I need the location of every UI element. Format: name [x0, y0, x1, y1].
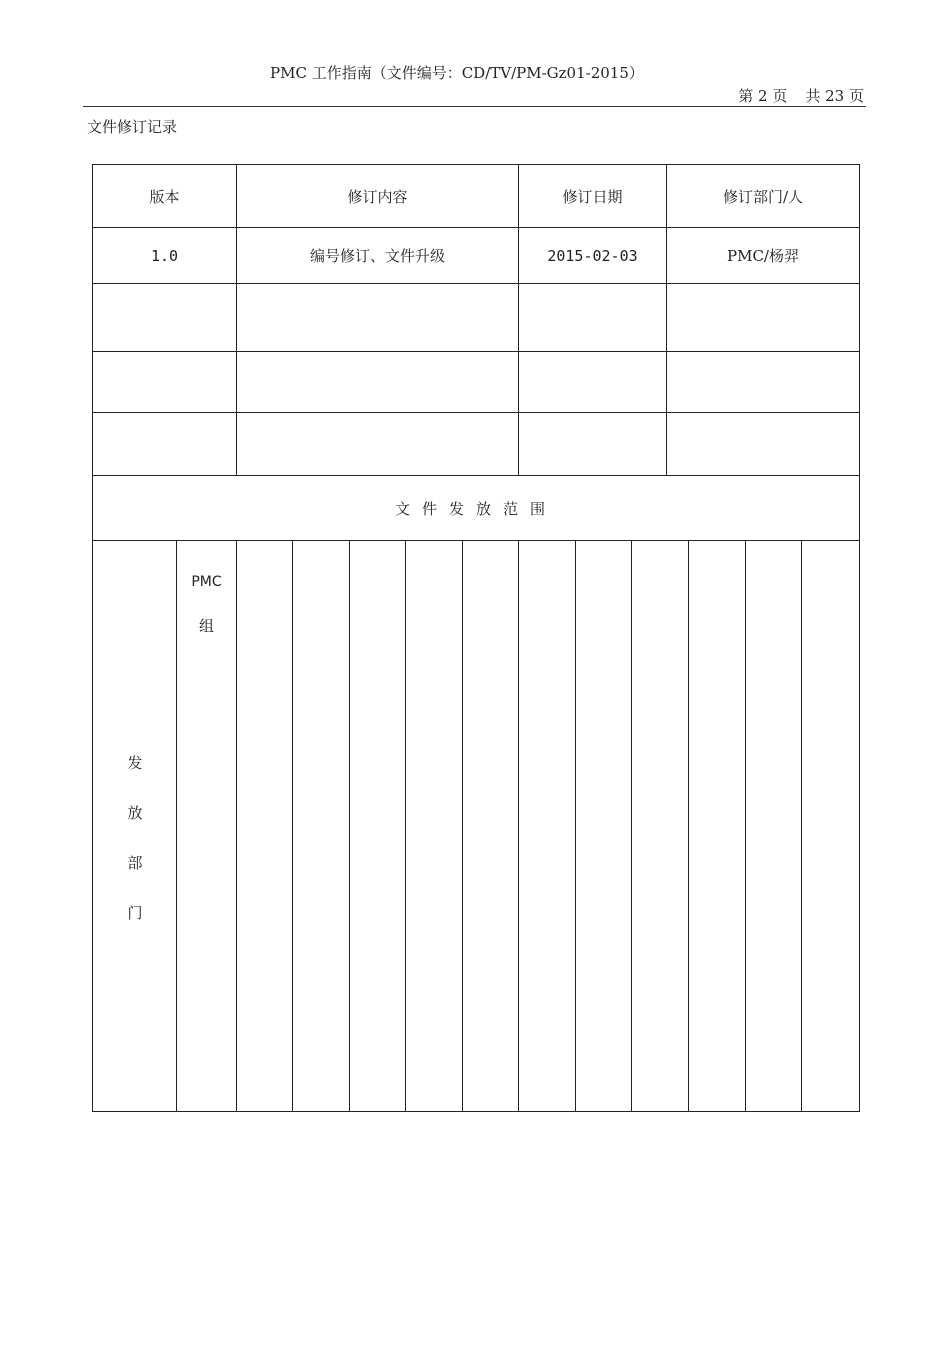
distribution-title-row — [93, 476, 860, 541]
department-cell — [632, 541, 689, 1112]
revision-record-table — [92, 164, 860, 541]
department-cell — [689, 541, 746, 1112]
distribution-side-label-cell — [93, 541, 177, 1112]
cell-dept — [667, 284, 860, 352]
cell-dept — [667, 352, 860, 413]
page-indicator — [738, 85, 864, 106]
side-label-char: 部 — [127, 854, 143, 872]
distribution-title: 文件发放范围 — [93, 476, 860, 541]
department-cell — [406, 541, 463, 1112]
header-divider — [83, 106, 866, 107]
header-cell-content: 修订内容 — [237, 165, 519, 228]
department-cell — [463, 541, 519, 1112]
table-row — [93, 352, 860, 413]
department-cell-pmc — [177, 541, 237, 1112]
cell-date — [519, 284, 667, 352]
cell-version — [93, 413, 237, 476]
cell-dept: PMC/杨羿 — [667, 228, 860, 284]
cell-date — [519, 352, 667, 413]
header-cell-version: 版本 — [93, 165, 237, 228]
distribution-table — [92, 540, 860, 1112]
section-label: 文件修订记录 — [87, 118, 178, 136]
header-cell-date: 修订日期 — [519, 165, 667, 228]
cell-dept — [667, 413, 860, 476]
cell-content — [237, 352, 519, 413]
distribution-row — [93, 541, 860, 1112]
cell-version — [93, 352, 237, 413]
department-cell — [576, 541, 632, 1112]
document-header-title: PMC 工作指南（文件编号：CD/TV/PM-Gz01-2015） — [270, 64, 644, 82]
department-cell — [802, 541, 860, 1112]
department-cell — [237, 541, 293, 1112]
cell-version — [93, 284, 237, 352]
department-cell — [746, 541, 802, 1112]
cell-content — [237, 284, 519, 352]
cell-content: 编号修订、文件升级 — [237, 228, 519, 284]
department-name-line2: 组 — [198, 617, 214, 635]
department-name-line1: PMC — [191, 574, 222, 590]
cell-content — [237, 413, 519, 476]
cell-date — [519, 413, 667, 476]
table-row — [93, 413, 860, 476]
table-header-row — [93, 165, 860, 228]
department-cell — [293, 541, 350, 1112]
cell-date: 2015-02-03 — [519, 228, 667, 284]
department-cell — [519, 541, 576, 1112]
distribution-side-label — [93, 738, 177, 938]
department-cell — [350, 541, 406, 1112]
header-cell-dept: 修订部门/人 — [667, 165, 860, 228]
side-label-char: 门 — [127, 904, 143, 922]
page-total: 共 23 页 — [805, 87, 864, 105]
cell-version: 1.0 — [93, 228, 237, 284]
side-label-char: 放 — [127, 804, 143, 822]
side-label-char: 发 — [127, 754, 143, 772]
page-current: 第 2 页 — [738, 87, 788, 105]
table-row — [93, 228, 860, 284]
table-row — [93, 284, 860, 352]
